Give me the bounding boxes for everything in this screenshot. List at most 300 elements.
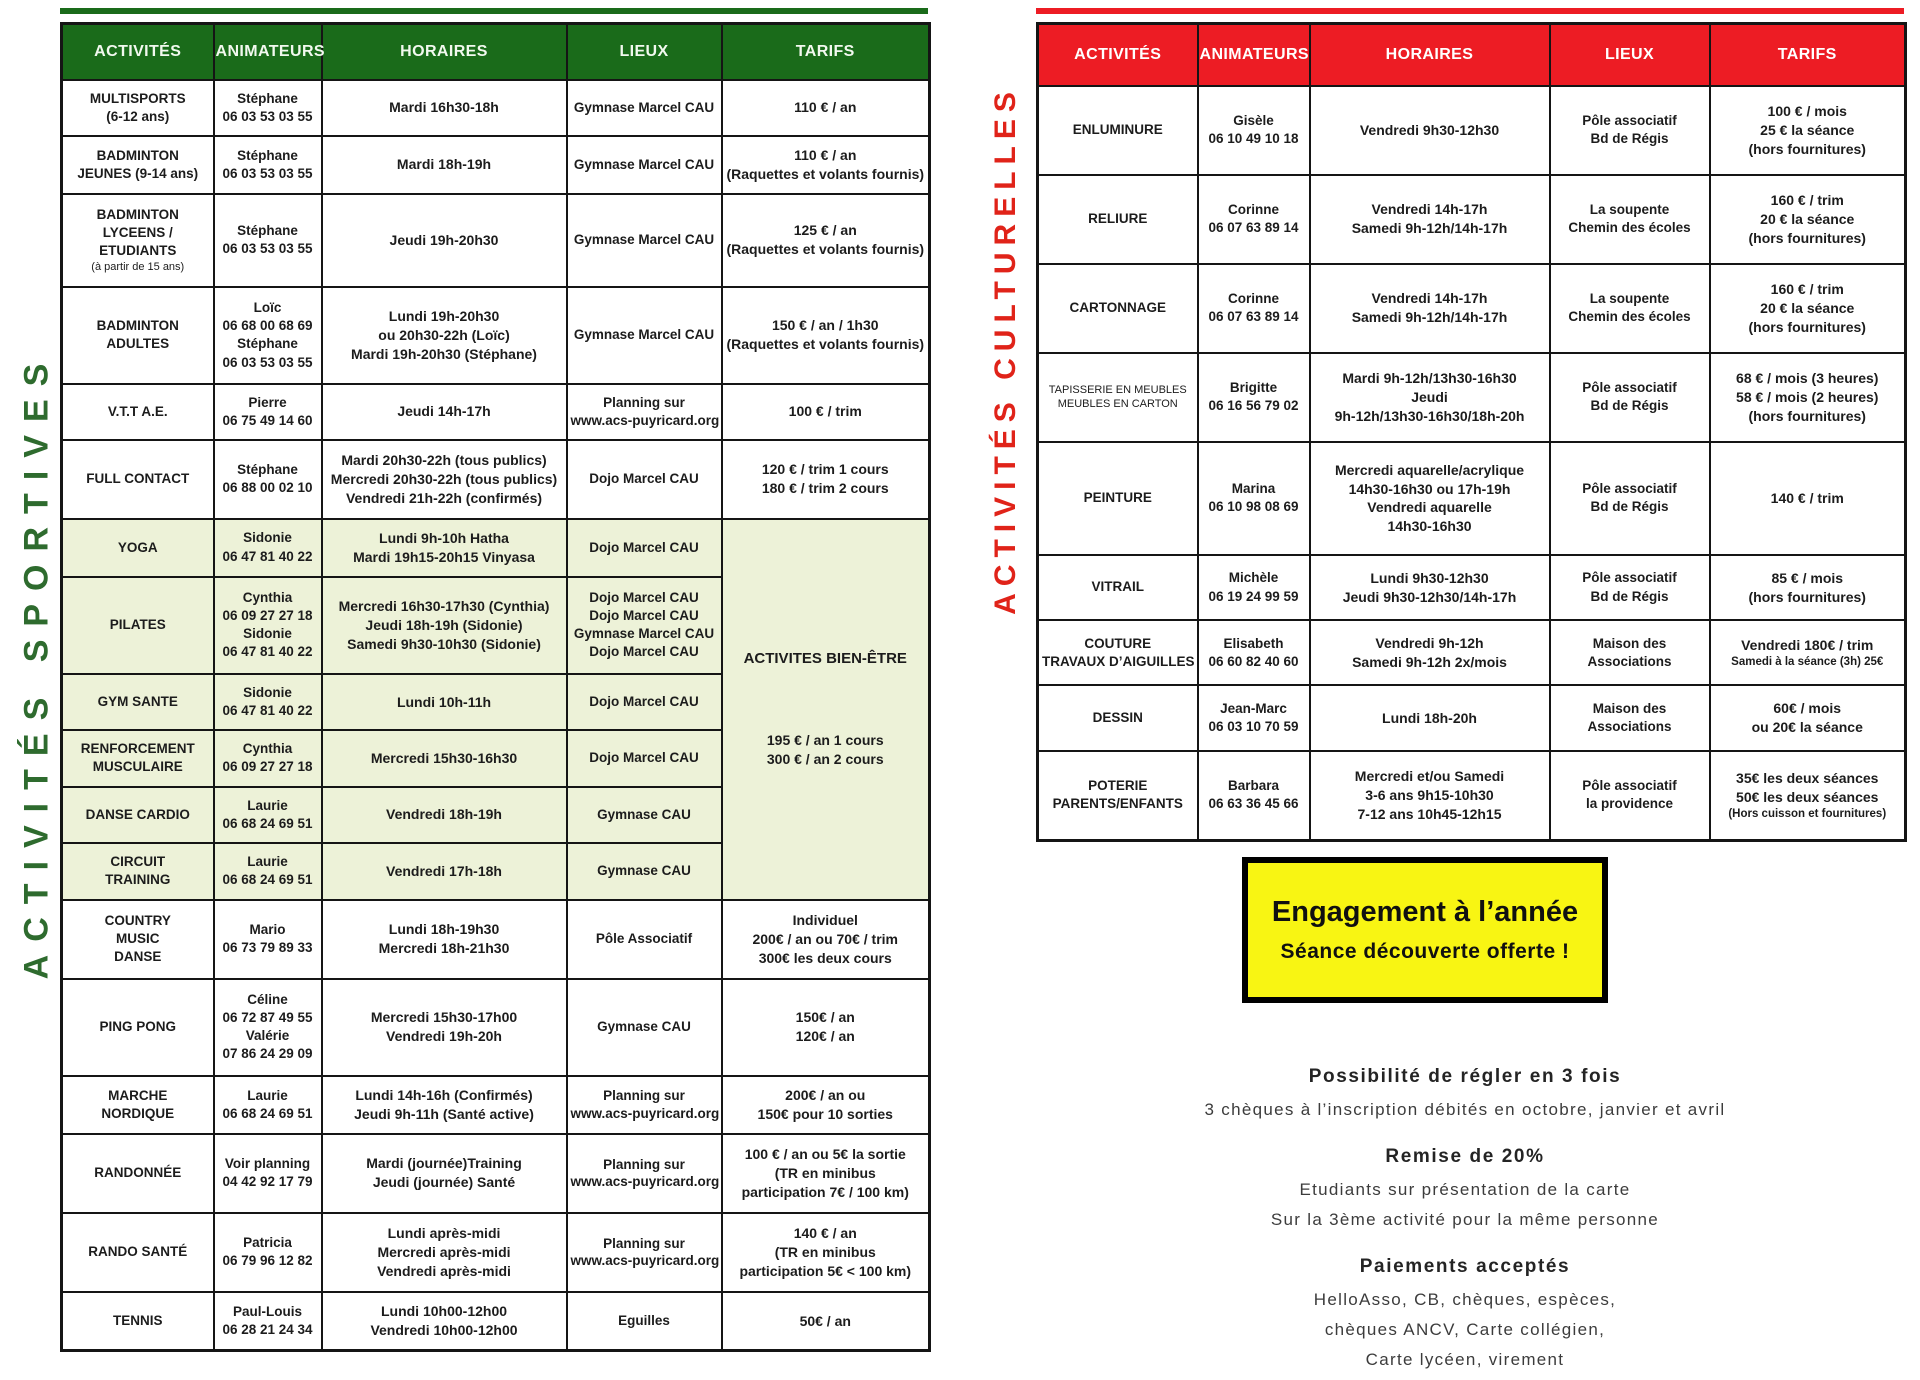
payment-section-heading: Paiements acceptés xyxy=(1359,1256,1571,1277)
horaires-cell xyxy=(322,1134,567,1213)
column-header-animateurs: ANIMATEURS xyxy=(214,24,322,80)
horaires-line: 9h-12h/13h30-16h30/18h-20h xyxy=(1334,407,1525,424)
horaires-line: Vendredi 10h00-12h00 xyxy=(370,1321,518,1338)
lieux-cell xyxy=(567,787,722,843)
activity-cell xyxy=(1038,685,1198,750)
horaires-cell xyxy=(322,519,567,577)
tarifs-line: 120 € / trim 1 cours xyxy=(761,461,889,478)
horaires-line: Mardi 16h30-18h xyxy=(389,99,499,116)
column-header-activits: ACTIVITÉS xyxy=(62,24,214,80)
table-row xyxy=(62,136,930,194)
horaires-cell xyxy=(322,900,567,979)
tarifs-line: (hors fournitures) xyxy=(1748,229,1866,246)
horaires-line: Vendredi 17h-18h xyxy=(386,862,502,879)
animators-line: Laurie xyxy=(247,1087,288,1103)
tarifs-cell xyxy=(1710,264,1906,353)
horaires-cell xyxy=(322,730,567,786)
lieux-line: www.acs-puyricard.org xyxy=(570,1105,720,1121)
animators-line: Stéphane xyxy=(237,223,298,239)
animators-line: Valérie xyxy=(245,1028,290,1044)
lieux-line: Associations xyxy=(1587,653,1672,669)
tarifs-line: (hors fournitures) xyxy=(1748,140,1866,157)
tarifs-cell xyxy=(1710,751,1906,841)
horaires-line: Jeudi (journée) Santé xyxy=(372,1174,516,1191)
lieux-cell xyxy=(567,136,722,194)
horaires-line: Vendredi 18h-19h xyxy=(386,806,502,823)
lieux-line: Planning sur xyxy=(603,1235,685,1251)
lieux-cell xyxy=(1550,620,1710,685)
tarifs-cell xyxy=(722,1076,930,1134)
horaires-cell xyxy=(322,194,567,287)
tarifs-cell xyxy=(722,384,930,440)
animators-line: Laurie xyxy=(247,854,288,870)
activity-line: VITRAIL xyxy=(1091,579,1144,595)
horaires-line: Lundi 9h30-12h30 xyxy=(1370,569,1489,586)
lieux-cell xyxy=(567,843,722,899)
activity-line: ENLUMINURE xyxy=(1072,121,1163,137)
activity-line: PARENTS/ENFANTS xyxy=(1052,796,1183,812)
lieux-cell xyxy=(567,519,722,577)
tarifs-line: (Raquettes et volants fournis) xyxy=(726,336,925,353)
animators-line: 06 63 36 45 66 xyxy=(1208,796,1299,812)
horaires-line: Vendredi 21h-22h (confirmés) xyxy=(345,489,543,506)
table-row xyxy=(1038,353,1906,442)
column-header-lieux: LIEUX xyxy=(567,24,722,80)
activity-line: TAPISSERIE EN MEUBLES xyxy=(1048,384,1187,397)
activity-cell xyxy=(62,577,214,674)
horaires-line: Jeudi 19h-20h30 xyxy=(389,231,499,248)
activity-line: YOGA xyxy=(117,539,158,555)
horaires-line: Samedi 9h30-10h30 (Sidonie) xyxy=(347,635,541,652)
horaires-cell xyxy=(1310,175,1550,264)
lieux-cell xyxy=(567,1213,722,1292)
activity-line: PING PONG xyxy=(99,1019,176,1035)
tarifs-cell xyxy=(1710,685,1906,750)
column-header-horaires: HORAIRES xyxy=(322,24,567,80)
lieux-line: Dojo Marcel CAU xyxy=(589,470,699,486)
lieux-cell xyxy=(567,287,722,384)
animators-line: Stéphane xyxy=(237,147,298,163)
activity-line: ADULTES xyxy=(106,336,170,352)
tarifs-cell xyxy=(722,287,930,384)
lieux-line: Dojo Marcel CAU xyxy=(589,644,699,660)
lieux-cell xyxy=(567,440,722,519)
tarifs-cell xyxy=(722,1213,930,1292)
lieux-cell xyxy=(1550,555,1710,620)
lieux-cell xyxy=(567,979,722,1076)
animators-line: Gisèle xyxy=(1233,112,1274,128)
activity-line: TRAINING xyxy=(105,872,171,888)
tarifs-line: 35€ les deux séances xyxy=(1736,769,1879,786)
horaires-cell xyxy=(322,384,567,440)
activity-cell xyxy=(62,136,214,194)
animators-line: Paul-Louis xyxy=(232,1303,302,1319)
tarifs-line: (Raquettes et volants fournis) xyxy=(726,165,925,182)
lieux-line: Planning sur xyxy=(603,395,685,411)
lieux-line: Maison des xyxy=(1592,700,1667,716)
table-row xyxy=(62,1076,930,1134)
animators-line: Brigitte xyxy=(1229,380,1278,396)
sports-table-header xyxy=(62,24,930,80)
table-row xyxy=(1038,442,1906,555)
tarifs-cell xyxy=(1710,620,1906,685)
table-row xyxy=(62,440,930,519)
horaires-line: Vendredi 9h30-12h30 xyxy=(1359,121,1500,138)
tarifs-line: 50€ les deux séances xyxy=(1736,788,1879,805)
tarifs-line: 58 € / mois (2 heures) xyxy=(1736,388,1879,405)
table-row xyxy=(1038,175,1906,264)
animators-cell xyxy=(214,1292,322,1351)
table-row xyxy=(62,1213,930,1292)
horaires-line: 7-12 ans 10h45-12h15 xyxy=(1357,805,1502,822)
tarifs-line: 85 € / mois xyxy=(1771,569,1844,586)
payment-section-line: Etudiants sur présentation de la carte xyxy=(1299,1180,1631,1199)
activity-cell xyxy=(1038,353,1198,442)
horaires-line: Lundi 10h-11h xyxy=(396,693,492,710)
horaires-line: 14h30-16h30 xyxy=(1387,518,1472,535)
activity-line: BADMINTON xyxy=(96,206,179,222)
activity-line: MULTISPORTS xyxy=(89,90,186,106)
tarifs-line: 20 € la séance xyxy=(1760,299,1855,316)
activity-line: TENNIS xyxy=(112,1312,163,1328)
animators-cell xyxy=(214,979,322,1076)
animators-line: 06 07 63 89 14 xyxy=(1208,220,1299,236)
horaires-line: Mardi 20h30-22h (tous publics) xyxy=(341,451,547,468)
table-row xyxy=(62,384,930,440)
activity-cell xyxy=(62,287,214,384)
lieux-line: Pôle Associatif xyxy=(595,930,693,946)
tarifs-line: 120€ / an xyxy=(795,1028,855,1045)
lieux-line: Chemin des écoles xyxy=(1568,220,1691,236)
tarifs-line: 140 € / an xyxy=(793,1225,857,1242)
animators-line: Stéphane xyxy=(237,461,298,477)
lieux-line: Pôle associatif xyxy=(1582,570,1677,586)
horaires-cell xyxy=(322,287,567,384)
animators-line: 06 68 24 69 51 xyxy=(222,1105,313,1121)
activity-line: CIRCUIT xyxy=(110,854,166,870)
activity-line: TRAVAUX D’AIGUILLES xyxy=(1042,653,1195,669)
horaires-line: 14h30-16h30 ou 17h-19h xyxy=(1348,480,1511,497)
lieux-line: la providence xyxy=(1585,796,1674,812)
tarifs-cell xyxy=(722,979,930,1076)
horaires-line: Mercredi 15h30-17h00 xyxy=(370,1009,518,1026)
activity-cell xyxy=(1038,620,1198,685)
activity-line: (6-12 ans) xyxy=(106,108,170,124)
animators-line: 06 03 53 03 55 xyxy=(222,165,313,181)
animators-cell xyxy=(214,440,322,519)
lieux-line: Dojo Marcel CAU xyxy=(589,693,699,709)
tarifs-line: ou 20€ la séance xyxy=(1751,719,1863,736)
tarifs-cell xyxy=(722,1292,930,1351)
column-header-animateurs: ANIMATEURS xyxy=(1198,24,1310,86)
activity-line: BADMINTON xyxy=(96,318,179,334)
horaires-line: Jeudi 9h-11h (Santé active) xyxy=(354,1105,534,1122)
activity-line: ETUDIANTS xyxy=(99,243,177,259)
lieux-line: Gymnase CAU xyxy=(597,806,691,822)
tarifs-line: 110 € / an xyxy=(794,147,857,164)
animators-line: Cynthia xyxy=(242,741,293,757)
animators-line: Stéphane xyxy=(237,90,298,106)
tarifs-line: (hors fournitures) xyxy=(1748,588,1866,605)
tarifs-line: 150 € / an / 1h30 xyxy=(771,317,879,334)
activity-cell xyxy=(62,194,214,287)
wellness-price-line: 300 € / an 2 cours xyxy=(766,750,884,767)
horaires-line: Mardi (journée)Training xyxy=(366,1155,522,1172)
animators-cell xyxy=(214,674,322,730)
red-accent-strip xyxy=(1036,8,1904,14)
animators-line: 06 60 82 40 60 xyxy=(1208,653,1299,669)
lieux-line: www.acs-puyricard.org xyxy=(570,1174,720,1190)
animators-line: Patricia xyxy=(243,1235,292,1251)
animators-line: Elisabeth xyxy=(1223,635,1284,651)
animators-line: 06 75 49 14 60 xyxy=(222,413,313,429)
animators-cell xyxy=(1198,264,1310,353)
cultural-activities-table xyxy=(1036,22,1907,842)
activity-line: GYM SANTE xyxy=(97,693,178,709)
tarifs-line: 100 € / mois xyxy=(1767,102,1847,119)
engagement-line2: Séance découverte offerte ! xyxy=(1280,940,1570,963)
activity-line: (à partir de 15 ans) xyxy=(91,261,185,274)
activity-cell xyxy=(1038,442,1198,555)
animators-cell xyxy=(214,384,322,440)
horaires-line: Vendredi aquarelle xyxy=(1367,499,1492,516)
tarifs-cell xyxy=(1710,175,1906,264)
culture-section-vertical-title: ACTIVITÉS CULTURELLES xyxy=(989,85,1022,615)
horaires-line: Mercredi 16h30-17h30 (Cynthia) xyxy=(338,597,550,614)
table-row xyxy=(62,194,930,287)
payment-section-heading: Remise de 20% xyxy=(1385,1146,1545,1167)
sports-section-vertical-title: ACTIVITÉS SPORTIVES xyxy=(17,350,56,980)
animators-cell xyxy=(214,843,322,899)
tarifs-line: 100 € / an ou 5€ la sortie xyxy=(744,1145,906,1162)
horaires-cell xyxy=(322,787,567,843)
horaires-line: Mercredi 18h-21h30 xyxy=(378,940,510,957)
horaires-line: Mercredi après-midi xyxy=(377,1243,511,1260)
animators-cell xyxy=(214,287,322,384)
tarifs-line: 200€ / an ou xyxy=(785,1086,866,1103)
activity-cell xyxy=(62,674,214,730)
activity-cell xyxy=(62,1076,214,1134)
lieux-line: Bd de Régis xyxy=(1590,131,1669,147)
horaires-line: Samedi 9h-12h/14h-17h xyxy=(1351,309,1508,326)
horaires-cell xyxy=(322,136,567,194)
activity-cell xyxy=(62,730,214,786)
payment-section-line: Sur la 3ème activité pour la même personne xyxy=(1270,1210,1660,1229)
animators-line: Sidonie xyxy=(243,684,292,700)
horaires-cell xyxy=(322,1292,567,1351)
animators-line: Barbara xyxy=(1227,778,1280,794)
horaires-line: Vendredi après-midi xyxy=(377,1262,511,1279)
animators-cell xyxy=(214,136,322,194)
horaires-line: Lundi 10h00-12h00 xyxy=(380,1303,508,1320)
horaires-line: Mardi 9h-12h/13h30-16h30 xyxy=(1342,370,1517,387)
lieux-line: La soupente xyxy=(1589,201,1670,217)
animators-cell xyxy=(214,577,322,674)
lieux-line: Dojo Marcel CAU xyxy=(589,750,699,766)
horaires-line: Jeudi 14h-17h xyxy=(397,403,491,420)
lieux-line: Chemin des écoles xyxy=(1568,309,1691,325)
animators-line: 06 73 79 89 33 xyxy=(222,940,313,956)
activity-line: RANDONNÉE xyxy=(94,1165,182,1181)
animators-line: Voir planning xyxy=(224,1156,311,1172)
table-row xyxy=(62,1292,930,1351)
lieux-line: La soupente xyxy=(1589,291,1670,307)
lieux-line: Pôle associatif xyxy=(1582,481,1677,497)
animators-line: Loïc xyxy=(253,299,282,315)
table-row xyxy=(62,900,930,979)
horaires-cell xyxy=(1310,86,1550,175)
tarifs-line: 300€ les deux cours xyxy=(758,949,892,966)
animators-cell xyxy=(214,80,322,136)
table-row xyxy=(62,979,930,1076)
activity-cell xyxy=(62,1134,214,1213)
column-header-activits: ACTIVITÉS xyxy=(1038,24,1198,86)
lieux-line: Gymnase Marcel CAU xyxy=(573,327,715,343)
payment-section-line: HelloAsso, CB, chèques, espèces, xyxy=(1313,1290,1617,1309)
lieux-line: Maison des xyxy=(1592,635,1667,651)
lieux-line: Bd de Régis xyxy=(1590,398,1669,414)
tarifs-line: 110 € / an xyxy=(794,99,857,116)
animators-line: 06 03 53 03 55 xyxy=(222,241,313,257)
horaires-line: Samedi 9h-12h 2x/mois xyxy=(1352,653,1507,670)
lieux-cell xyxy=(567,730,722,786)
animators-cell xyxy=(214,1213,322,1292)
tarifs-line: participation 7€ / 100 km) xyxy=(741,1183,909,1200)
payment-section xyxy=(1095,1256,1835,1370)
lieux-cell xyxy=(567,384,722,440)
tarifs-line: Vendredi 180€ / trim xyxy=(1741,636,1874,653)
animators-line: Pierre xyxy=(248,394,287,410)
horaires-line: Vendredi 9h-12h xyxy=(1375,634,1484,651)
horaires-line: ou 20h30-22h (Loïc) xyxy=(378,326,510,343)
lieux-line: Bd de Régis xyxy=(1590,499,1669,515)
horaires-line: Lundi 18h-19h30 xyxy=(388,921,500,938)
activity-line: COUNTRY xyxy=(104,912,171,928)
lieux-cell xyxy=(567,1292,722,1351)
horaires-line: 3-6 ans 9h15-10h30 xyxy=(1365,786,1494,803)
horaires-line: Lundi 9h-10h Hatha xyxy=(379,529,509,546)
table-row xyxy=(1038,264,1906,353)
animators-line: Cynthia xyxy=(242,589,293,605)
animators-cell xyxy=(214,787,322,843)
lieux-cell xyxy=(1550,442,1710,555)
table-row xyxy=(62,287,930,384)
tarifs-cell xyxy=(1710,353,1906,442)
lieux-line: Associations xyxy=(1587,719,1672,735)
wellness-prices xyxy=(767,731,884,769)
horaires-cell xyxy=(322,674,567,730)
horaires-cell xyxy=(1310,353,1550,442)
animators-cell xyxy=(214,519,322,577)
payment-section-line: 3 chèques à l’inscription débités en octobre, janvier et avril xyxy=(1204,1100,1726,1119)
animators-line: Jean-Marc xyxy=(1220,700,1287,716)
tarifs-line: 20 € la séance xyxy=(1760,210,1855,227)
lieux-line: Dojo Marcel CAU xyxy=(589,589,699,605)
horaires-line: Mardi 19h-20h30 (Stéphane) xyxy=(351,345,537,362)
lieux-line: Pôle associatif xyxy=(1582,778,1677,794)
animators-cell xyxy=(214,1134,322,1213)
lieux-line: Pôle associatif xyxy=(1582,112,1677,128)
horaires-cell xyxy=(322,577,567,674)
lieux-cell xyxy=(567,80,722,136)
lieux-line: www.acs-puyricard.org xyxy=(570,1253,720,1269)
tarifs-cell xyxy=(722,136,930,194)
table-row xyxy=(1038,555,1906,620)
animators-line: 06 03 53 03 55 xyxy=(222,108,313,124)
activity-cell xyxy=(1038,175,1198,264)
activity-cell xyxy=(1038,264,1198,353)
activity-line: JEUNES (9-14 ans) xyxy=(77,165,199,181)
activity-line: NORDIQUE xyxy=(101,1105,175,1121)
tarifs-cell xyxy=(1710,86,1906,175)
horaires-line: Jeudi 9h30-12h30/14h-17h xyxy=(1342,588,1517,605)
animators-line: 06 47 81 40 22 xyxy=(222,644,313,660)
table-row xyxy=(1038,620,1906,685)
lieux-line: Planning sur xyxy=(603,1156,685,1172)
activity-line: MUSCULAIRE xyxy=(92,759,183,775)
tarifs-line: 125 € / an xyxy=(793,222,857,239)
engagement-banner xyxy=(1242,857,1608,1003)
animators-cell xyxy=(1198,353,1310,442)
activity-cell xyxy=(62,80,214,136)
animators-line: 06 68 00 68 69 xyxy=(222,318,313,334)
horaires-line: Mercredi 15h30-16h30 xyxy=(370,749,518,766)
lieux-cell xyxy=(1550,353,1710,442)
sports-activities-table xyxy=(60,22,931,1352)
column-header-lieux: LIEUX xyxy=(1550,24,1710,86)
tarifs-line: participation 5€ < 100 km) xyxy=(739,1262,912,1279)
horaires-line: Jeudi 18h-19h (Sidonie) xyxy=(365,616,523,633)
table-row xyxy=(1038,685,1906,750)
animators-cell xyxy=(214,730,322,786)
tarifs-line: 50€ / an xyxy=(799,1312,851,1329)
table-row xyxy=(1038,86,1906,175)
activity-line: LYCEENS / xyxy=(102,225,173,241)
animators-line: 06 10 98 08 69 xyxy=(1208,499,1299,515)
tarifs-line: (Hors cuisson et fournitures) xyxy=(1728,807,1887,820)
tarifs-cell xyxy=(722,1134,930,1213)
activity-line: DANSE CARDIO xyxy=(85,806,190,822)
animators-cell xyxy=(214,900,322,979)
horaires-cell xyxy=(322,1213,567,1292)
activity-line: RANDO SANTÉ xyxy=(88,1244,188,1260)
lieux-line: Gymnase CAU xyxy=(597,1019,691,1035)
lieux-line: Gymnase Marcel CAU xyxy=(573,232,715,248)
activity-line: V.T.T A.E. xyxy=(107,403,168,419)
horaires-cell xyxy=(322,1076,567,1134)
animators-line: 06 68 24 69 51 xyxy=(222,872,313,888)
tarifs-line: 160 € / trim xyxy=(1770,280,1844,297)
lieux-cell xyxy=(567,577,722,674)
tarifs-line: 160 € / trim xyxy=(1770,191,1844,208)
horaires-line: Mercredi 20h30-22h (tous publics) xyxy=(330,470,558,487)
horaires-line: Samedi 9h-12h/14h-17h xyxy=(1351,220,1508,237)
animators-line: 07 86 24 29 09 xyxy=(222,1046,313,1062)
activity-line: POTERIE xyxy=(1088,778,1148,794)
tarifs-cell xyxy=(722,440,930,519)
animators-line: 06 79 96 12 82 xyxy=(222,1253,313,1269)
animators-line: 06 03 53 03 55 xyxy=(222,354,313,370)
animators-line: 06 88 00 02 10 xyxy=(222,480,313,496)
payment-section-line: Carte lycéen, virement xyxy=(1365,1350,1565,1369)
activity-cell xyxy=(62,787,214,843)
animators-line: 06 47 81 40 22 xyxy=(222,548,313,564)
animators-line: 04 42 92 17 79 xyxy=(222,1174,313,1190)
activity-line: PILATES xyxy=(109,617,166,633)
lieux-line: Bd de Régis xyxy=(1590,588,1669,604)
animators-line: 06 03 10 70 59 xyxy=(1208,719,1299,735)
engagement-line1: Engagement à l’année xyxy=(1271,896,1579,928)
